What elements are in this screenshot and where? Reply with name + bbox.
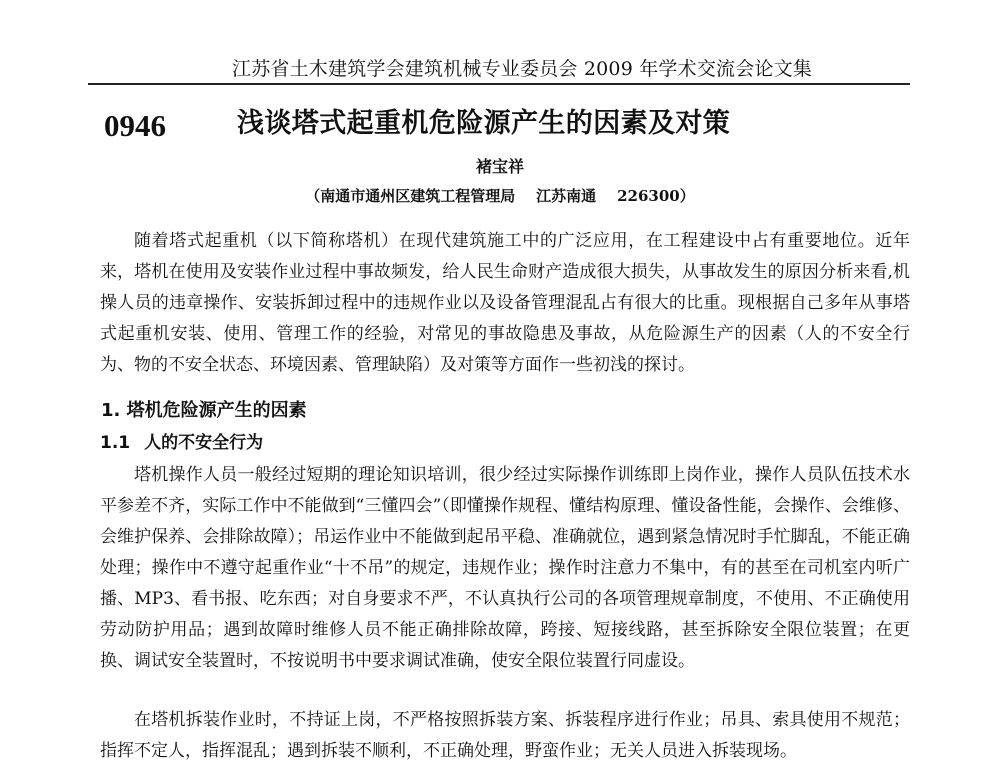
subsection-1-1-heading: [100, 431, 263, 455]
header-rule: [88, 83, 910, 85]
paper-title: 浅谈塔式起重机危险源产生的因素及对策: [237, 108, 731, 139]
author-affiliation: （南通市通州区建筑工程管理局 江苏南通 226300）: [305, 187, 695, 205]
subsection-1-1-number: 1.1: [100, 433, 131, 453]
author-name: 褚宝祥: [475, 157, 524, 176]
section-1-heading: 1. 塔机危险源产生的因素: [101, 400, 307, 421]
running-header: 江苏省土木建筑学会建筑机械专业委员会 2009 年学术交流会论文集: [232, 58, 813, 80]
intro-paragraph: 随着塔式起重机（以下简称塔机）在现代建筑施工中的广泛应用，在工程建设中占有重要地位。近年来，塔机在使用及安装作业过程中事故频发，给人民生命财产造成很大损失，从事故发生的原因分析来看,机操人员的违章操作、安装拆卸过程中的违规作业以及设备管理混乱占有很大的比重。现根据自己多年从事塔式起重机安装、使用、管理工作的经验，对常见的事故隐患及事故，从危险源生产的因素（人的不安全行为、物的不安全状态、环境因素、管理缺陷）及对策等方面作一些初浅的探讨。: [100, 231, 910, 375]
subsection-1-1-title: 人的不安全行为: [144, 433, 264, 453]
paper-number: 0946: [104, 108, 166, 143]
subsection-1-1-paragraph-1: 塔机操作人员一般经过短期的理论知识培训，很少经过实际操作训练即上岗作业，操作人员队伍技术水平参差不齐，实际工作中不能做到“三懂四会”（即懂操作规程、懂结构原理、懂设备性能，会操作、会维修、会维护保养、会排除故障）；吊运作业中不能做到起吊平稳、准确就位，遇到紧急情况时手忙脚乱，不能正确处理；操作中不遵守起重作业“十不吊”的规定，违规作业；操作时注意力不集中，有的甚至在司机室内听广播、MP3、看书报、吃东西；对自身要求不严，不认真执行公司的各项管理规章制度，不使用、不正确使用劳动防护用品；遇到故障时维修人员不能正确排除故障，跨接、短接线路，甚至拆除安全限位装置；在更换、调试安全装置时，不按说明书中要求调试准确，使安全限位装置行同虚设。: [100, 465, 910, 671]
subsection-1-1-paragraph-2: 在塔机拆装作业时，不持证上岗，不严格按照拆装方案、拆装程序进行作业；吊具、索具使用不规范；指挥不定人，指挥混乱；遇到拆装不顺利，不正确处理，野蛮作业；无关人员进入拆装现场。: [100, 710, 910, 761]
